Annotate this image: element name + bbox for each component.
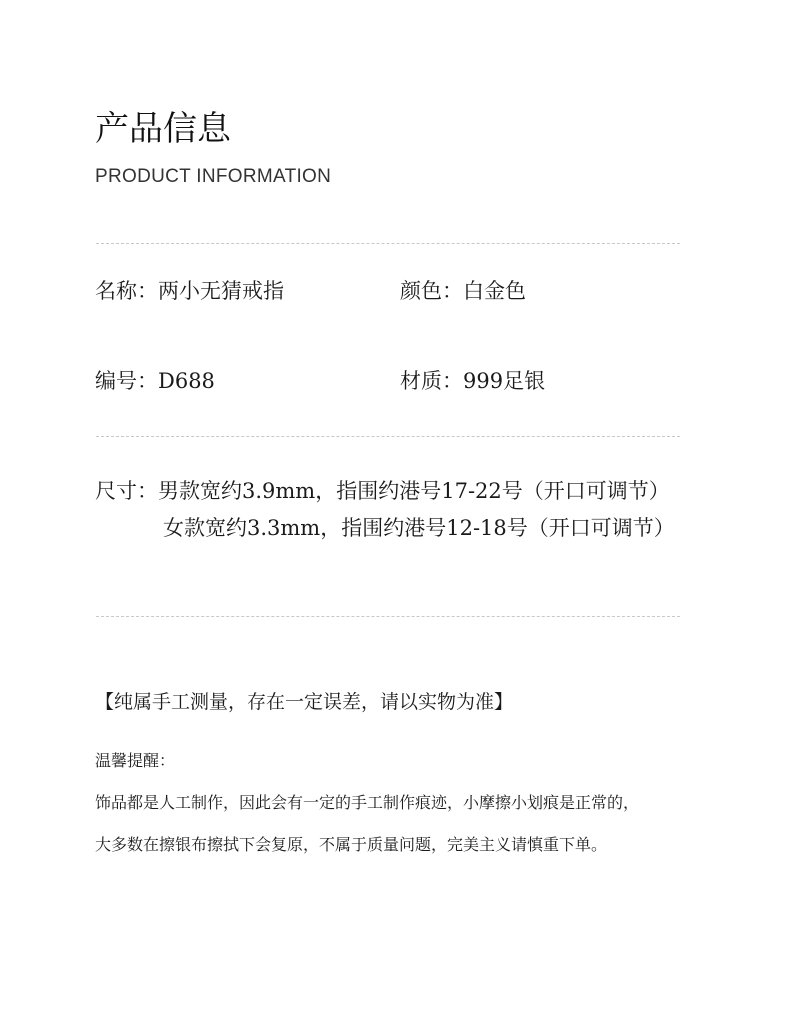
size-men: 尺寸：男款宽约3.9mm，指围约港号17-22号（开口可调节） (95, 479, 670, 503)
page-title: 产品信息 (95, 109, 231, 149)
tips-line: 大多数在擦银布擦拭下会复原，不属于质量问题，完美主义请慎重下单。 (95, 835, 608, 854)
page-subtitle: PRODUCT INFORMATION (95, 166, 332, 187)
tips-title: 温馨提醒： (95, 751, 176, 770)
product-code: 编号：D688 (95, 369, 215, 393)
divider (96, 616, 680, 617)
divider (96, 436, 680, 437)
tips-line: 饰品都是人工制作，因此会有一定的手工制作痕迹，小摩擦小划痕是正常的， (95, 793, 640, 812)
product-name: 名称：两小无猜戒指 (95, 279, 284, 303)
product-material: 材质：999足银 (400, 369, 546, 393)
divider (96, 243, 680, 244)
product-color: 颜色：白金色 (400, 279, 526, 303)
size-women: 女款宽约3.3mm，指围约港号12-18号（开口可调节） (163, 516, 675, 540)
measurement-notice: 【纯属手工测量，存在一定误差，请以实物为准】 (95, 691, 514, 713)
